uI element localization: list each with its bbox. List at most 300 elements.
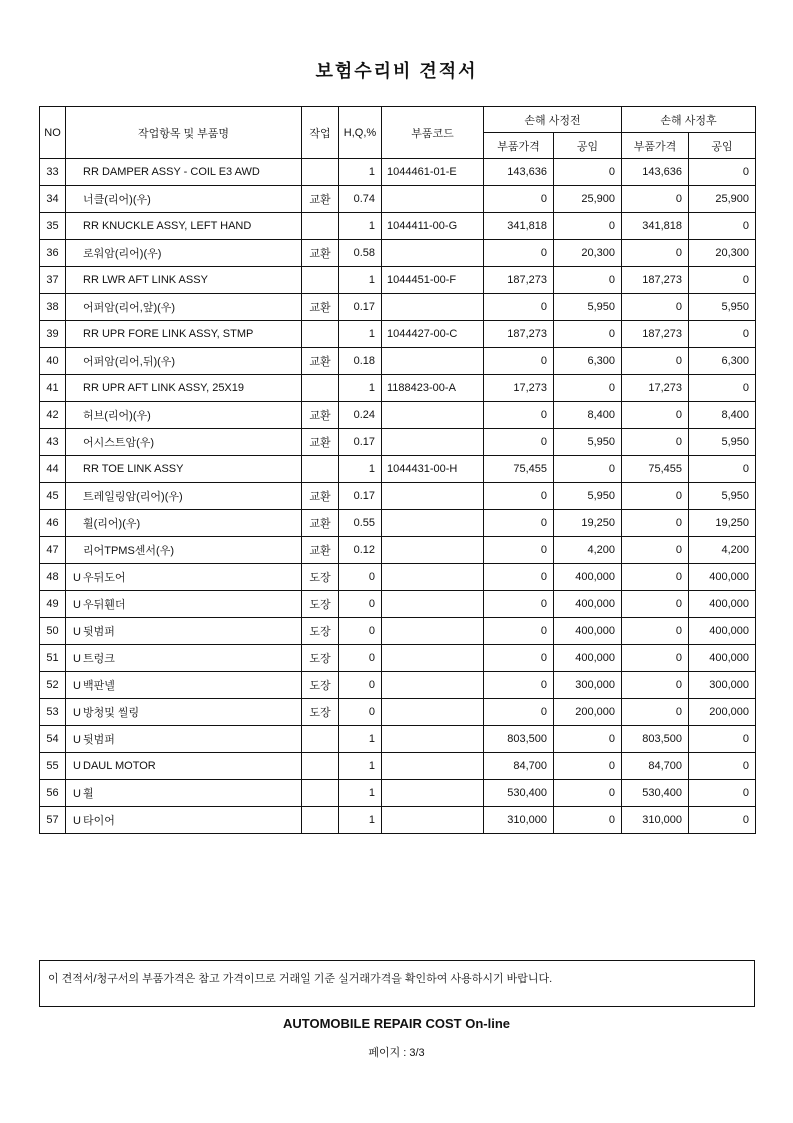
part-code (382, 537, 484, 564)
after-part-price: 143,636 (622, 159, 689, 186)
table-row (40, 591, 756, 618)
table-row (40, 240, 756, 267)
after-labor: 4,200 (689, 537, 756, 564)
before-labor: 5,950 (554, 483, 622, 510)
before-labor: 0 (554, 213, 622, 240)
work-type (302, 159, 339, 186)
after-part-price: 17,273 (622, 375, 689, 402)
hq-value: 0.17 (339, 429, 382, 456)
header-before-part-price: 부품가격 (484, 133, 554, 159)
header-before-labor: 공임 (554, 133, 622, 159)
page-number: 페이지 : 3/3 (368, 1047, 425, 1059)
hq-value: 0.17 (339, 294, 382, 321)
work-type: 도장 (302, 672, 339, 699)
before-part-price: 0 (484, 510, 554, 537)
table-row (40, 672, 756, 699)
after-part-price: 530,400 (622, 780, 689, 807)
item-cell (66, 726, 302, 753)
after-labor: 0 (689, 807, 756, 834)
before-labor: 19,250 (554, 510, 622, 537)
after-labor: 0 (689, 267, 756, 294)
item-prefix: U (73, 680, 81, 692)
part-code (382, 186, 484, 213)
before-labor: 200,000 (554, 699, 622, 726)
row-no: 41 (40, 375, 66, 402)
before-labor: 300,000 (554, 672, 622, 699)
header-work: 작업 (302, 107, 339, 159)
part-code (382, 483, 484, 510)
after-part-price: 0 (622, 672, 689, 699)
after-part-price: 341,818 (622, 213, 689, 240)
before-part-price: 84,700 (484, 753, 554, 780)
table-row (40, 780, 756, 807)
hq-value: 0 (339, 645, 382, 672)
row-no: 47 (40, 537, 66, 564)
after-part-price: 0 (622, 618, 689, 645)
before-labor: 0 (554, 267, 622, 294)
after-labor: 5,950 (689, 483, 756, 510)
table-row (40, 618, 756, 645)
before-labor: 5,950 (554, 294, 622, 321)
row-no: 45 (40, 483, 66, 510)
header-after-group: 손해 사정후 (622, 107, 756, 133)
item-cell (66, 537, 302, 564)
before-part-price: 0 (484, 645, 554, 672)
hq-value: 1 (339, 375, 382, 402)
table-body (40, 159, 756, 834)
item-name: RR LWR AFT LINK ASSY (83, 274, 208, 286)
table-row (40, 645, 756, 672)
hq-value: 0.17 (339, 483, 382, 510)
after-part-price: 0 (622, 294, 689, 321)
after-labor: 200,000 (689, 699, 756, 726)
after-labor: 8,400 (689, 402, 756, 429)
before-part-price: 0 (484, 672, 554, 699)
table-row (40, 564, 756, 591)
before-part-price: 75,455 (484, 456, 554, 483)
item-name: RR UPR FORE LINK ASSY, STMP (83, 328, 254, 340)
item-prefix: U (73, 626, 81, 638)
row-no: 53 (40, 699, 66, 726)
table-header (40, 107, 756, 159)
work-type: 도장 (302, 645, 339, 672)
table-row (40, 726, 756, 753)
work-type: 교환 (302, 483, 339, 510)
work-type: 교환 (302, 510, 339, 537)
before-labor: 6,300 (554, 348, 622, 375)
work-type: 도장 (302, 591, 339, 618)
before-labor: 0 (554, 456, 622, 483)
after-labor: 5,950 (689, 429, 756, 456)
item-cell (66, 159, 302, 186)
before-part-price: 0 (484, 483, 554, 510)
before-labor: 25,900 (554, 186, 622, 213)
before-part-price: 0 (484, 564, 554, 591)
table-row (40, 510, 756, 537)
row-no: 43 (40, 429, 66, 456)
item-cell (66, 267, 302, 294)
table-row (40, 429, 756, 456)
after-labor: 0 (689, 456, 756, 483)
item-cell (66, 375, 302, 402)
item-cell (66, 780, 302, 807)
hq-value: 1 (339, 726, 382, 753)
before-labor: 0 (554, 321, 622, 348)
hq-value: 0.12 (339, 537, 382, 564)
notice-text: 이 견적서/청구서의 부품가격은 참고 가격이므로 거래일 기준 실거래가격을 확인하여 사용하시기 바랍니다. (48, 973, 553, 985)
part-code: 1044451-00-F (382, 267, 484, 294)
header-after-part-price: 부품가격 (622, 133, 689, 159)
part-code (382, 240, 484, 267)
work-type: 도장 (302, 699, 339, 726)
hq-value: 0 (339, 672, 382, 699)
header-before-group: 손해 사정전 (484, 107, 622, 133)
part-code (382, 780, 484, 807)
hq-value: 0.55 (339, 510, 382, 537)
header-part-code: 부품코드 (382, 107, 484, 159)
item-name: 휠(리어)(우) (83, 518, 141, 530)
after-labor: 0 (689, 213, 756, 240)
before-labor: 400,000 (554, 564, 622, 591)
table-row (40, 483, 756, 510)
after-part-price: 0 (622, 402, 689, 429)
item-cell (66, 402, 302, 429)
hq-value: 1 (339, 213, 382, 240)
item-cell (66, 510, 302, 537)
row-no: 40 (40, 348, 66, 375)
hq-value: 0 (339, 564, 382, 591)
item-prefix: U (73, 734, 81, 746)
item-cell (66, 483, 302, 510)
row-no: 39 (40, 321, 66, 348)
item-cell (66, 672, 302, 699)
after-part-price: 75,455 (622, 456, 689, 483)
item-name: 허브(리어)(우) (83, 410, 151, 422)
row-no: 50 (40, 618, 66, 645)
part-code (382, 294, 484, 321)
hq-value: 1 (339, 780, 382, 807)
after-part-price: 187,273 (622, 267, 689, 294)
before-labor: 4,200 (554, 537, 622, 564)
table-row (40, 402, 756, 429)
hq-value: 1 (339, 456, 382, 483)
item-prefix: U (73, 788, 81, 800)
row-no: 44 (40, 456, 66, 483)
after-labor: 0 (689, 375, 756, 402)
work-type (302, 267, 339, 294)
item-cell (66, 699, 302, 726)
after-labor: 25,900 (689, 186, 756, 213)
item-name: 로워암(리어)(우) (83, 248, 162, 260)
after-part-price: 0 (622, 240, 689, 267)
row-no: 34 (40, 186, 66, 213)
hq-value: 0.74 (339, 186, 382, 213)
after-labor: 400,000 (689, 591, 756, 618)
item-cell (66, 294, 302, 321)
table-row (40, 699, 756, 726)
before-part-price: 0 (484, 348, 554, 375)
row-no: 48 (40, 564, 66, 591)
before-labor: 5,950 (554, 429, 622, 456)
after-part-price: 0 (622, 699, 689, 726)
item-cell (66, 321, 302, 348)
item-prefix: U (73, 815, 81, 827)
before-part-price: 143,636 (484, 159, 554, 186)
item-prefix: U (73, 653, 81, 665)
work-type (302, 753, 339, 780)
item-prefix: U (73, 599, 81, 611)
hq-value: 0 (339, 618, 382, 645)
part-code: 1188423-00-A (382, 375, 484, 402)
before-labor: 0 (554, 375, 622, 402)
item-name: 뒷범퍼 (83, 734, 115, 746)
after-labor: 6,300 (689, 348, 756, 375)
table-row (40, 321, 756, 348)
before-labor: 20,300 (554, 240, 622, 267)
header-hq: H,Q,% (339, 107, 382, 159)
hq-value: 0 (339, 591, 382, 618)
after-labor: 20,300 (689, 240, 756, 267)
hq-value: 0.58 (339, 240, 382, 267)
before-part-price: 530,400 (484, 780, 554, 807)
hq-value: 0.18 (339, 348, 382, 375)
item-cell (66, 240, 302, 267)
item-name: 어퍼암(리어,앞)(우) (83, 302, 176, 314)
before-part-price: 341,818 (484, 213, 554, 240)
row-no: 52 (40, 672, 66, 699)
table-row (40, 375, 756, 402)
footer-title: AUTOMOBILE REPAIR COST On-line (282, 1016, 511, 1031)
after-part-price: 187,273 (622, 321, 689, 348)
item-name: RR DAMPER ASSY - COIL E3 AWD (83, 166, 260, 178)
item-name: 우뒤휀더 (83, 599, 126, 611)
after-labor: 400,000 (689, 618, 756, 645)
part-code (382, 753, 484, 780)
row-no: 56 (40, 780, 66, 807)
after-part-price: 0 (622, 429, 689, 456)
row-no: 57 (40, 807, 66, 834)
work-type (302, 375, 339, 402)
item-name: 너클(리어)(우) (83, 194, 151, 206)
item-name: 어퍼암(리어,뒤)(우) (83, 356, 176, 368)
work-type (302, 321, 339, 348)
after-labor: 300,000 (689, 672, 756, 699)
item-prefix: U (73, 572, 81, 584)
part-code (382, 672, 484, 699)
part-code (382, 510, 484, 537)
work-type (302, 780, 339, 807)
before-part-price: 0 (484, 537, 554, 564)
row-no: 35 (40, 213, 66, 240)
part-code (382, 807, 484, 834)
before-part-price: 0 (484, 402, 554, 429)
before-part-price: 0 (484, 699, 554, 726)
part-code (382, 402, 484, 429)
after-labor: 0 (689, 780, 756, 807)
after-part-price: 0 (622, 483, 689, 510)
row-no: 55 (40, 753, 66, 780)
part-code (382, 564, 484, 591)
table-row (40, 159, 756, 186)
item-name: 타이어 (83, 815, 115, 827)
table-row (40, 267, 756, 294)
header-after-labor: 공임 (689, 133, 756, 159)
item-cell (66, 213, 302, 240)
table-row (40, 186, 756, 213)
work-type (302, 213, 339, 240)
work-type: 도장 (302, 618, 339, 645)
row-no: 38 (40, 294, 66, 321)
after-labor: 400,000 (689, 564, 756, 591)
before-part-price: 803,500 (484, 726, 554, 753)
after-labor: 19,250 (689, 510, 756, 537)
item-name: 트레일링암(리어)(우) (83, 491, 183, 503)
before-part-price: 17,273 (484, 375, 554, 402)
after-labor: 0 (689, 321, 756, 348)
row-no: 46 (40, 510, 66, 537)
after-part-price: 0 (622, 564, 689, 591)
after-part-price: 803,500 (622, 726, 689, 753)
work-type: 도장 (302, 564, 339, 591)
work-type: 교환 (302, 537, 339, 564)
before-labor: 400,000 (554, 591, 622, 618)
work-type: 교환 (302, 240, 339, 267)
before-labor: 0 (554, 753, 622, 780)
table-row (40, 753, 756, 780)
item-cell (66, 591, 302, 618)
after-part-price: 84,700 (622, 753, 689, 780)
work-type: 교환 (302, 429, 339, 456)
before-part-price: 0 (484, 240, 554, 267)
header-item: 작업항목 및 부품명 (66, 107, 302, 159)
row-no: 42 (40, 402, 66, 429)
work-type: 교환 (302, 402, 339, 429)
hq-value: 1 (339, 753, 382, 780)
after-part-price: 0 (622, 348, 689, 375)
work-type: 교환 (302, 186, 339, 213)
work-type: 교환 (302, 294, 339, 321)
item-prefix: U (73, 707, 81, 719)
after-part-price: 0 (622, 537, 689, 564)
before-labor: 400,000 (554, 618, 622, 645)
repair-estimate-table (39, 106, 756, 834)
item-name: 우뒤도어 (83, 572, 126, 584)
item-name: 트렁크 (83, 653, 115, 665)
after-labor: 0 (689, 753, 756, 780)
hq-value: 1 (339, 321, 382, 348)
item-cell (66, 348, 302, 375)
part-code: 1044411-00-G (382, 213, 484, 240)
table-row (40, 807, 756, 834)
notice-box (39, 960, 755, 1007)
row-no: 54 (40, 726, 66, 753)
before-part-price: 0 (484, 429, 554, 456)
item-prefix: U (73, 760, 81, 772)
after-part-price: 310,000 (622, 807, 689, 834)
item-cell (66, 645, 302, 672)
part-code (382, 429, 484, 456)
row-no: 37 (40, 267, 66, 294)
before-part-price: 187,273 (484, 321, 554, 348)
part-code (382, 645, 484, 672)
work-type (302, 807, 339, 834)
row-no: 36 (40, 240, 66, 267)
after-labor: 400,000 (689, 645, 756, 672)
hq-value: 0 (339, 699, 382, 726)
after-part-price: 0 (622, 645, 689, 672)
hq-value: 1 (339, 267, 382, 294)
after-part-price: 0 (622, 186, 689, 213)
item-name: 방청및 씰링 (83, 707, 140, 719)
page-title: 보험수리비 견적서 (315, 61, 478, 81)
item-name: RR UPR AFT LINK ASSY, 25X19 (83, 382, 245, 394)
item-name: DAUL MOTOR (83, 760, 156, 772)
item-cell (66, 186, 302, 213)
hq-value: 1 (339, 807, 382, 834)
hq-value: 0.24 (339, 402, 382, 429)
item-cell (66, 753, 302, 780)
table-row (40, 348, 756, 375)
item-name: RR TOE LINK ASSY (83, 463, 184, 475)
part-code (382, 618, 484, 645)
row-no: 33 (40, 159, 66, 186)
table-row (40, 294, 756, 321)
before-labor: 0 (554, 807, 622, 834)
item-cell (66, 807, 302, 834)
item-cell (66, 456, 302, 483)
work-type: 교환 (302, 348, 339, 375)
after-labor: 0 (689, 159, 756, 186)
before-labor: 0 (554, 726, 622, 753)
after-labor: 0 (689, 726, 756, 753)
part-code: 1044461-01-E (382, 159, 484, 186)
before-labor: 0 (554, 780, 622, 807)
row-no: 51 (40, 645, 66, 672)
part-code (382, 591, 484, 618)
work-type (302, 726, 339, 753)
after-labor: 5,950 (689, 294, 756, 321)
part-code (382, 348, 484, 375)
before-part-price: 0 (484, 618, 554, 645)
item-cell (66, 564, 302, 591)
item-cell (66, 429, 302, 456)
before-labor: 8,400 (554, 402, 622, 429)
before-part-price: 187,273 (484, 267, 554, 294)
part-code (382, 726, 484, 753)
after-part-price: 0 (622, 591, 689, 618)
part-code (382, 699, 484, 726)
before-labor: 0 (554, 159, 622, 186)
hq-value: 1 (339, 159, 382, 186)
item-name: 어시스트암(우) (83, 437, 155, 449)
table-row (40, 213, 756, 240)
header-no: NO (40, 107, 66, 159)
item-cell (66, 618, 302, 645)
item-name: RR KNUCKLE ASSY, LEFT HAND (83, 220, 252, 232)
work-type (302, 456, 339, 483)
before-labor: 400,000 (554, 645, 622, 672)
table-row (40, 456, 756, 483)
before-part-price: 310,000 (484, 807, 554, 834)
table-row (40, 537, 756, 564)
part-code: 1044427-00-C (382, 321, 484, 348)
after-part-price: 0 (622, 510, 689, 537)
item-name: 리어TPMS센서(우) (83, 545, 175, 557)
item-name: 휠 (83, 788, 94, 800)
row-no: 49 (40, 591, 66, 618)
before-part-price: 0 (484, 294, 554, 321)
item-name: 뒷범퍼 (83, 626, 115, 638)
